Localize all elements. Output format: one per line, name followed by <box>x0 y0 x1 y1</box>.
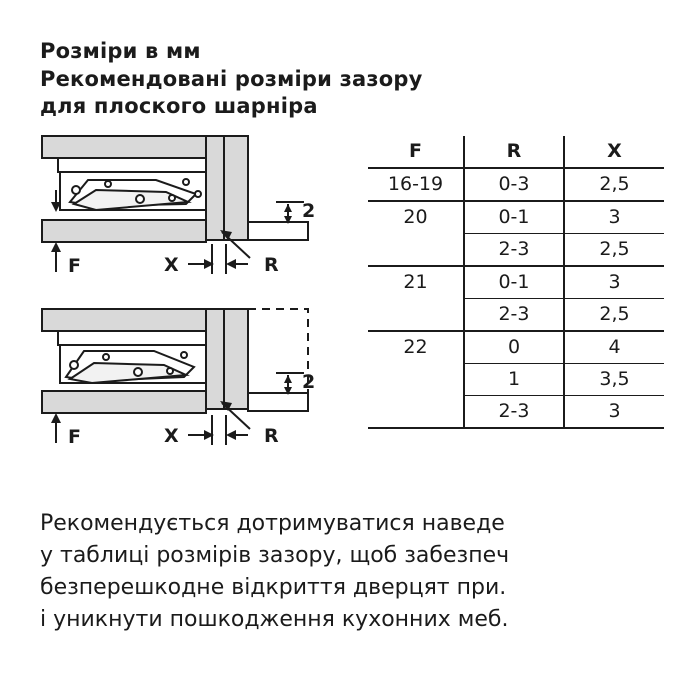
door-panel-inner <box>206 136 224 240</box>
cell-x: 3 <box>564 201 664 234</box>
table-row <box>368 364 664 396</box>
cell-f: 22 <box>368 331 464 364</box>
cell-x: 3 <box>564 396 664 429</box>
cell-r: 2-3 <box>464 396 564 429</box>
footer-line-4: і уникнути пошкодження кухонних меб. <box>40 606 509 632</box>
cell-x: 4 <box>564 331 664 364</box>
cell-r: 2-3 <box>464 234 564 267</box>
page-title-line-2: Рекомендовані розміри зазору <box>40 66 423 91</box>
hinge-pivot-4 <box>167 368 173 374</box>
diagram-flat-hinge-top <box>36 132 336 302</box>
hinge-pivot-3 <box>134 368 142 376</box>
table-header-f: F <box>368 136 464 168</box>
label-gap-2-top: 2 <box>302 200 316 222</box>
gap-block <box>248 222 308 240</box>
cell-x: 3 <box>564 266 664 299</box>
footer-line-1: Рекомендується дотримуватися наведе <box>40 511 505 536</box>
table-row <box>368 201 664 234</box>
page-title <box>40 38 600 121</box>
table-header-row <box>368 136 664 168</box>
cabinet-top-panel <box>42 136 210 158</box>
footer-line-3: безперешкодне відкриття дверцят при. <box>40 574 507 600</box>
cell-r: 0-1 <box>464 201 564 234</box>
hinge-pivot-2 <box>103 354 109 360</box>
table-header-r: R <box>464 136 564 168</box>
cell-f <box>368 364 464 396</box>
cell-r: 0-1 <box>464 266 564 299</box>
cell-x: 2,5 <box>564 168 664 201</box>
cell-x: 3,5 <box>564 364 664 396</box>
cabinet-bottom-panel <box>42 391 206 413</box>
hinge-pivot-4 <box>169 195 175 201</box>
cell-f <box>368 396 464 429</box>
r-arrow-head <box>226 430 236 440</box>
cell-f: 20 <box>368 201 464 234</box>
cabinet-inner-edge <box>58 331 210 345</box>
diagram-bottom-svg <box>36 305 336 470</box>
table-body <box>368 168 664 428</box>
cell-f <box>368 234 464 267</box>
label-gap-2-bottom: 2 <box>302 371 316 393</box>
f-arrow-head <box>51 413 61 423</box>
label-r-bottom: R <box>264 425 279 447</box>
door-panel-outer <box>224 309 248 409</box>
hinge-pivot-2 <box>105 181 111 187</box>
diagram-top-svg <box>36 132 336 302</box>
table-header <box>368 136 664 168</box>
door-panel-inner <box>206 309 224 409</box>
dimension-table <box>368 136 664 429</box>
label-x-top: X <box>164 254 179 276</box>
table-header-x: X <box>564 136 664 168</box>
cell-f: 21 <box>368 266 464 299</box>
hinge-pivot-5 <box>183 179 189 185</box>
cell-f: 16-19 <box>368 168 464 201</box>
table-row <box>368 396 664 429</box>
table-row <box>368 168 664 201</box>
hinge-pivot-1 <box>70 361 78 369</box>
hinge-pivot-1 <box>72 186 80 194</box>
cabinet-inner-edge <box>58 158 210 172</box>
door-panel-outer <box>224 136 248 240</box>
cabinet-bottom-panel <box>42 220 206 242</box>
page-title-line-3: для плоского шарніра <box>40 94 318 119</box>
footer-line-2: у таблиці розмірів зазору, щоб забезпеч <box>40 542 510 568</box>
r-arrow-head <box>226 259 236 269</box>
f-arrow-head <box>51 242 61 252</box>
cell-r: 1 <box>464 364 564 396</box>
hinge-pivot-6 <box>195 191 201 197</box>
cell-r: 0-3 <box>464 168 564 201</box>
label-f-bottom: F <box>68 426 81 448</box>
table-row <box>368 234 664 267</box>
table-row <box>368 266 664 299</box>
cell-x: 2,5 <box>564 234 664 267</box>
table-row <box>368 299 664 332</box>
label-f-top: F <box>68 255 81 277</box>
label-x-bottom: X <box>164 425 179 447</box>
cell-f <box>368 299 464 332</box>
cell-r: 2-3 <box>464 299 564 332</box>
hinge-pivot-3 <box>136 195 144 203</box>
cabinet-top-panel <box>42 309 210 331</box>
diagram-flat-hinge-bottom <box>36 305 336 470</box>
gap-block <box>248 393 308 411</box>
page-title-line-1: Розміри в мм <box>40 39 201 63</box>
footer-note <box>40 508 700 636</box>
hinge-pivot-5 <box>181 352 187 358</box>
gap-arrow-up <box>284 204 292 212</box>
label-r-top: R <box>264 254 279 276</box>
gap-arrow-up <box>284 375 292 383</box>
cell-r: 0 <box>464 331 564 364</box>
cell-x: 2,5 <box>564 299 664 332</box>
table-row <box>368 331 664 364</box>
